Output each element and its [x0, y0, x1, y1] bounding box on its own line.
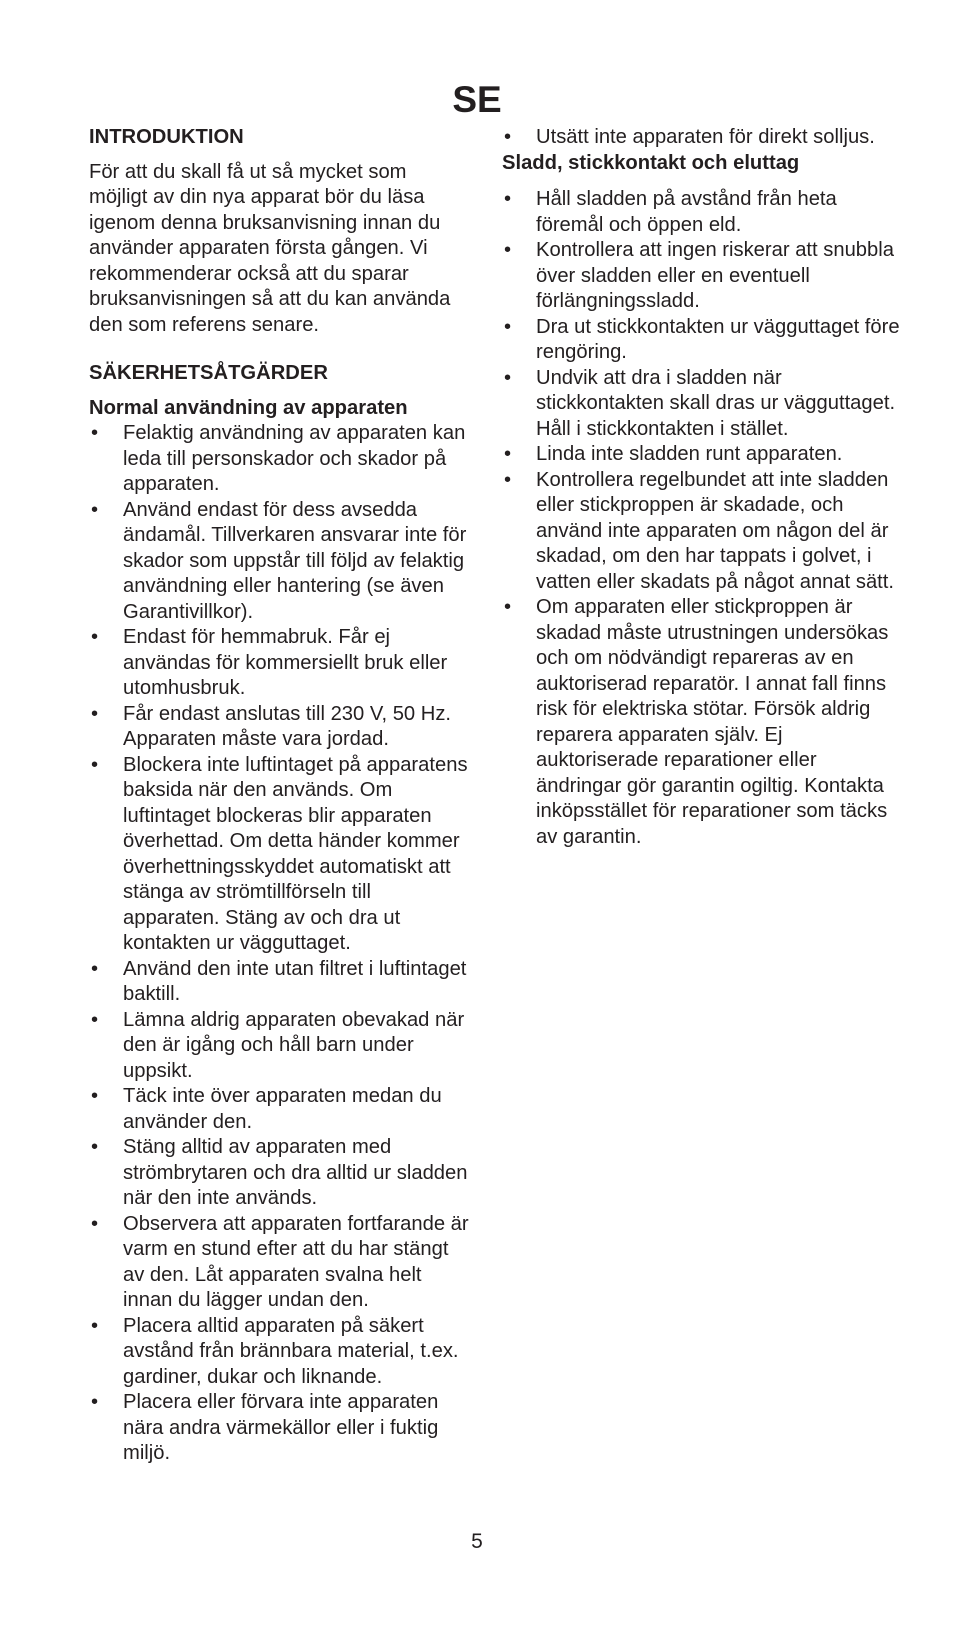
list-item-text: Lämna aldrig apparaten obevakad när den är igång och håll barn under uppsikt. — [123, 1008, 465, 1082]
list-item-text: Kontrollera regelbundet att inte sladden eller stickproppen är skadade, och använd inte apparaten om någon del är skadad, om den har tappats i golvet, i vatten eller skadats på något annat sätt. — [536, 468, 895, 593]
bullet-icon: • — [504, 315, 512, 338]
bullet-icon: • — [91, 498, 99, 521]
list-item — [89, 753, 469, 957]
list-item — [89, 1390, 469, 1467]
bullet-icon: • — [91, 1085, 99, 1107]
bullet-icon: • — [504, 443, 512, 465]
list-item-text: Utsätt inte apparaten för direkt solljus. — [536, 126, 875, 148]
list-item — [89, 1008, 469, 1085]
normal-use-list — [89, 421, 469, 1467]
bullet-icon: • — [504, 596, 512, 618]
intro-text: För att du skall få ut så mycket som möjligt av din nya apparat bör du läsa igenom denna bruksanvisning innan du använder apparaten första gången. Vi rekommenderar också att du sparar bruksanvisningen så att du kan använda den som referens senare. — [89, 160, 451, 336]
list-item-text: Linda inte sladden runt apparaten. — [536, 443, 843, 465]
right-column — [502, 125, 902, 850]
list-item-text: Använd endast för dess avsedda ändamål. Tillverkaren ansvarar inte för skador som uppstår till följd av felaktig användning eller hantering (se även Garantivillkor). — [123, 498, 467, 623]
list-item — [89, 625, 469, 702]
list-item-text: Om apparaten eller stickproppen är skadad måste utrustningen undersökas och om nödvändigt repareras av en auktoriserad reparatör. I annat fall finns risk för elektriska stötar. Försök aldrig reparera apparaten själv. Ej auktoriserade reparationer eller ändringar gör garantin ogiltig. Kontakta inköpsstället för reparationer som täcks av garantin. — [536, 596, 889, 848]
bullet-icon: • — [91, 1314, 99, 1337]
list-item-text: Dra ut stickkontakten ur vägguttaget före rengöring. — [536, 315, 900, 363]
cord-title: Sladd, stickkontakt och eluttag — [502, 151, 800, 174]
list-item-text: Placera alltid apparaten på säkert avstånd från brännbara material, t.ex. gardiner, dukar och liknande. — [123, 1314, 459, 1388]
list-item — [502, 125, 902, 151]
list-item — [89, 702, 469, 753]
list-item — [502, 315, 902, 366]
bullet-icon: • — [91, 957, 99, 980]
cord-list — [502, 187, 902, 850]
bullet-icon: • — [91, 1136, 99, 1158]
left-column — [89, 125, 469, 1467]
sunlight-list — [502, 125, 902, 151]
list-item — [89, 1212, 469, 1314]
bullet-icon: • — [91, 702, 99, 725]
list-item-text: Håll sladden på avstånd från heta föremål och öppen eld. — [536, 188, 837, 236]
list-item — [89, 1135, 469, 1212]
page-number: 5 — [471, 1530, 483, 1553]
bullet-icon: • — [91, 1008, 99, 1031]
bullet-icon: • — [504, 366, 512, 389]
list-item — [502, 442, 902, 468]
list-item — [89, 498, 469, 626]
bullet-icon: • — [504, 239, 512, 261]
bullet-icon: • — [504, 126, 512, 148]
bullet-icon: • — [91, 626, 99, 648]
list-item — [89, 1084, 469, 1135]
list-item-text: Täck inte över apparaten medan du använder den. — [123, 1085, 442, 1133]
list-item-text: Undvik att dra i sladden när stickkontakten skall dras ur vägguttaget. Håll i stickkontakten i stället. — [536, 366, 896, 440]
bullet-icon: • — [91, 422, 99, 444]
list-item — [502, 238, 902, 315]
list-item-text: Använd den inte utan filtret i luftintaget baktill. — [123, 957, 467, 1005]
list-item-text: Observera att apparaten fortfarande är varm en stund efter att du har stängt av den. Låt apparaten svalna helt innan du lägger undan den. — [123, 1212, 469, 1311]
list-item-text: Kontrollera att ingen riskerar att snubbla över sladden eller en eventuell förlängningssladd. — [536, 239, 894, 312]
list-item-text: Endast för hemmabruk. Får ej användas för kommersiellt bruk eller utomhusbruk. — [123, 626, 448, 699]
list-item-text: Placera eller förvara inte apparaten nära andra värmekällor eller i fuktig miljö. — [123, 1391, 439, 1464]
list-item — [89, 421, 469, 498]
bullet-icon: • — [504, 468, 512, 491]
list-item-text: Får endast anslutas till 230 V, 50 Hz. Apparaten måste vara jordad. — [123, 702, 452, 750]
intro-title: INTRODUKTION — [89, 126, 244, 148]
list-item — [502, 468, 902, 596]
list-item — [89, 1314, 469, 1391]
list-item-text: Stäng alltid av apparaten med strömbrytaren och dra alltid ur sladden när den inte används. — [123, 1136, 468, 1209]
list-item-text: Felaktig användning av apparaten kan leda till personskador och skador på apparaten. — [123, 422, 466, 495]
list-item-text: Blockera inte luftintaget på apparatens baksida när den används. Om luftintaget blockeras blir apparaten överhettad. Om detta händer kommer överhettningsskyddet automatiskt att stänga av strömtillförseln till apparaten. Stäng av och dra ut kontakten ur vägguttaget. — [123, 753, 468, 954]
list-item — [89, 957, 469, 1008]
normal-use-title: Normal användning av apparaten — [89, 396, 408, 419]
list-item — [502, 187, 902, 238]
bullet-icon: • — [504, 188, 512, 210]
language-heading: SE — [452, 79, 502, 120]
list-item — [502, 366, 902, 443]
safety-title: SÄKERHETSÅTGÄRDER — [89, 362, 328, 384]
bullet-icon: • — [91, 1391, 99, 1413]
list-item — [502, 595, 902, 850]
bullet-icon: • — [91, 1212, 99, 1235]
bullet-icon: • — [91, 753, 99, 776]
